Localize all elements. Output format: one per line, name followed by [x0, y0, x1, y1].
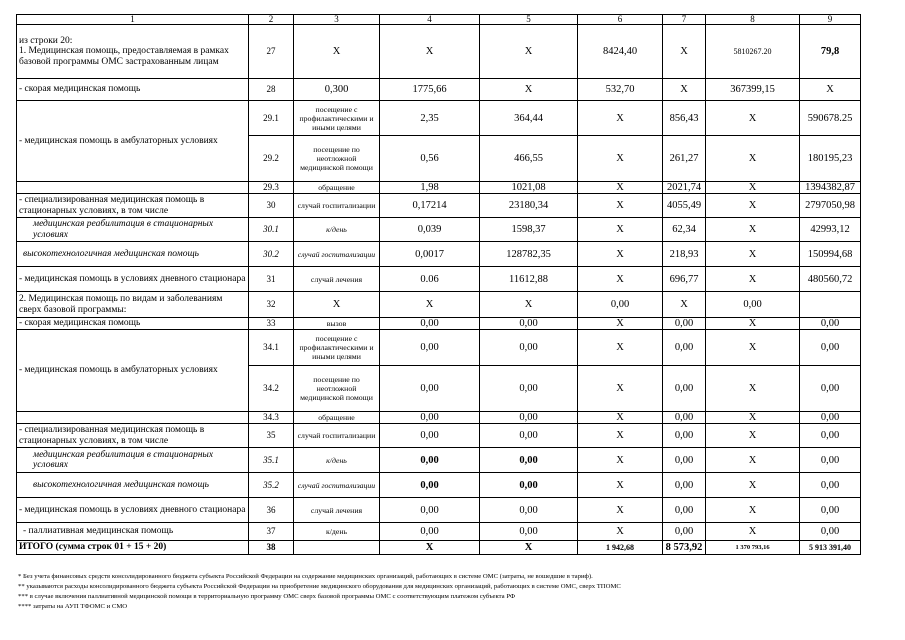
row-name: - специализированная медицинская помощь в стационарных условиях, в том числе	[17, 194, 249, 218]
table-row	[17, 448, 861, 473]
cell: 0,00	[380, 318, 480, 330]
row-code: 29.2	[249, 136, 294, 182]
cell: X	[663, 79, 706, 101]
cell: 0,56	[380, 136, 480, 182]
table-row	[17, 194, 861, 218]
cell: 0,00	[480, 318, 578, 330]
cell: 0,00	[480, 424, 578, 448]
table-row	[17, 424, 861, 448]
cell: X	[663, 25, 706, 79]
row-code: 30	[249, 194, 294, 218]
cell: 0,00	[663, 473, 706, 498]
cell: 0,00	[480, 498, 578, 523]
cell: X	[480, 25, 578, 79]
cell: X	[706, 523, 800, 541]
cell: 0,00	[578, 292, 663, 318]
cell: 0,00	[800, 473, 861, 498]
cell: X	[706, 330, 800, 366]
cell: X	[294, 25, 380, 79]
row-code: 35.2	[249, 473, 294, 498]
cell: 0,00	[480, 366, 578, 412]
table-row	[17, 473, 861, 498]
cell: X	[706, 182, 800, 194]
cell: 1 370 793,16	[706, 541, 800, 555]
table-row	[17, 292, 861, 318]
footnote: **** затраты на АУП ТФОМС и СМО	[18, 603, 128, 610]
cell: 0,00	[663, 523, 706, 541]
cell: 0,00	[480, 330, 578, 366]
cell: 0,00	[663, 498, 706, 523]
col-num: 3	[294, 15, 380, 25]
row-code: 29.1	[249, 101, 294, 136]
cell: 0,00	[800, 330, 861, 366]
cell: 0,00	[480, 448, 578, 473]
cell: 0,00	[663, 412, 706, 424]
row-unit: случай госпитализации	[294, 242, 380, 267]
row-code: 36	[249, 498, 294, 523]
cell: X	[578, 330, 663, 366]
cell: X	[480, 79, 578, 101]
row-name: - скорая медицинская помощь	[17, 318, 249, 330]
col-num: 9	[800, 15, 861, 25]
cell: 0,00	[800, 523, 861, 541]
cell: 5 913 391,40	[800, 541, 861, 555]
row-code: 35.1	[249, 448, 294, 473]
table-row	[17, 25, 861, 79]
cell: X	[706, 136, 800, 182]
cell: 23180,34	[480, 194, 578, 218]
row-unit: случай лечения	[294, 267, 380, 292]
row-unit: посещение с профилактическими и иными целями	[294, 101, 380, 136]
row-name: медицинская реабилитация в стационарных условиях	[17, 218, 249, 242]
cell: 0,00	[663, 424, 706, 448]
row-name: - медицинская помощь в амбулаторных условиях	[17, 330, 249, 412]
row-unit: к/день	[294, 218, 380, 242]
row-name: 2. Медицинская помощь по видам и заболеваниям сверх базовой программы:	[17, 292, 249, 318]
footnote: * Без учета финансовых средств консолидированного бюджета субъекта Российской Федерации на содержание медицинских организаций, работающих в системе ОМС (затраты, не вошедшие в тариф).	[18, 573, 593, 580]
cell: 0,00	[380, 498, 480, 523]
cell: X	[706, 267, 800, 292]
cell: 128782,35	[480, 242, 578, 267]
row-code: 34.1	[249, 330, 294, 366]
col-num: 7	[663, 15, 706, 25]
row-name: из строки 20: 1. Медицинская помощь, предоставляемая в рамках базовой программы ОМС застрахованным лицам	[17, 25, 249, 79]
row-unit: обращение	[294, 412, 380, 424]
cell: 1021,08	[480, 182, 578, 194]
row-name: высокотехнологичная медицинская помощь	[17, 473, 249, 498]
row-unit: посещение с профилактическими и иными целями	[294, 330, 380, 366]
cell: 1394382,87	[800, 182, 861, 194]
cell: X	[578, 101, 663, 136]
cell: 180195,23	[800, 136, 861, 182]
row-code: 37	[249, 523, 294, 541]
cell: 466,55	[480, 136, 578, 182]
cell: 1 942,68	[578, 541, 663, 555]
cell: 0,00	[663, 318, 706, 330]
cell: 0,00	[663, 366, 706, 412]
cell: 0,0017	[380, 242, 480, 267]
table-row	[17, 523, 861, 541]
cell: X	[578, 318, 663, 330]
cell: X	[706, 242, 800, 267]
cell: 8 573,92	[663, 541, 706, 555]
table-row	[17, 182, 861, 194]
cell: X	[480, 292, 578, 318]
cell: 0,00	[480, 473, 578, 498]
cell: 0,00	[380, 473, 480, 498]
cell: 0,00	[480, 412, 578, 424]
cell: X	[800, 79, 861, 101]
cell: 1598,37	[480, 218, 578, 242]
row-unit: посещение по неотложной медицинской помощи	[294, 366, 380, 412]
cell: 4055,49	[663, 194, 706, 218]
row-name: - медицинская помощь в амбулаторных условиях	[17, 101, 249, 182]
row-code: 33	[249, 318, 294, 330]
cell: X	[380, 25, 480, 79]
row-name: высокотехнологичная медицинская помощь	[17, 242, 249, 267]
table-row	[17, 218, 861, 242]
cell: X	[663, 292, 706, 318]
cell: X	[706, 218, 800, 242]
cell: 0,00	[800, 366, 861, 412]
cell: X	[706, 101, 800, 136]
row-code: 29.3	[249, 182, 294, 194]
row-name: ИТОГО (сумма строк 01 + 15 + 20)	[17, 541, 249, 555]
col-num: 1	[17, 15, 249, 25]
cell: 0,00	[663, 330, 706, 366]
cell: X	[294, 292, 380, 318]
row-name: - медицинская помощь в условиях дневного стационара	[17, 267, 249, 292]
table-row	[17, 101, 861, 136]
row-name: - специализированная медицинская помощь в стационарных условиях, в том числе	[17, 424, 249, 448]
cell: 0,00	[480, 523, 578, 541]
row-unit: обращение	[294, 182, 380, 194]
row-unit: случай госпитализации	[294, 424, 380, 448]
cell: 0.06	[380, 267, 480, 292]
cell: 0,00	[380, 448, 480, 473]
cell: 150994,68	[800, 242, 861, 267]
row-code: 28	[249, 79, 294, 101]
footnote: ** указываются расходы консолидированного бюджета субъекта Российской Федерации на приобретение медицинского оборудования для медицинских организаций, работающих в системе ОМС, сверх ТПОМС	[18, 583, 621, 590]
row-code: 30.2	[249, 242, 294, 267]
cell: 0,00	[800, 318, 861, 330]
cell: 0,00	[800, 424, 861, 448]
col-num: 2	[249, 15, 294, 25]
cell: X	[578, 412, 663, 424]
cell: 532,70	[578, 79, 663, 101]
cell: X	[706, 498, 800, 523]
cell: 0,00	[380, 412, 480, 424]
cell: 2,35	[380, 101, 480, 136]
cell: 2021,74	[663, 182, 706, 194]
table-row	[17, 267, 861, 292]
cell	[800, 292, 861, 318]
document-page	[16, 14, 860, 555]
row-unit: к/день	[294, 523, 380, 541]
cell: 856,43	[663, 101, 706, 136]
cell: 1,98	[380, 182, 480, 194]
cell: 0,00	[800, 448, 861, 473]
row-code: 38	[249, 541, 294, 555]
cell: X	[578, 194, 663, 218]
cell: 367399,15	[706, 79, 800, 101]
row-unit: посещение по неотложной медицинской помощи	[294, 136, 380, 182]
row-code: 27	[249, 25, 294, 79]
row-unit: случай лечения	[294, 498, 380, 523]
cell: 0,00	[663, 448, 706, 473]
row-code: 34.3	[249, 412, 294, 424]
cell: X	[578, 136, 663, 182]
row-unit: случай госпитализации	[294, 194, 380, 218]
cell: X	[706, 412, 800, 424]
row-name	[17, 182, 249, 194]
cell: 218,93	[663, 242, 706, 267]
cell: 62,34	[663, 218, 706, 242]
cell: 480560,72	[800, 267, 861, 292]
row-name	[17, 412, 249, 424]
cell: 0,00	[380, 424, 480, 448]
total-row	[17, 541, 861, 555]
cell: X	[706, 194, 800, 218]
cell: X	[380, 292, 480, 318]
row-name: медицинская реабилитация в стационарных условиях	[17, 448, 249, 473]
cell: X	[578, 448, 663, 473]
cell: X	[578, 366, 663, 412]
row-unit: случай госпитализации	[294, 473, 380, 498]
cell: X	[578, 498, 663, 523]
cell: X	[578, 523, 663, 541]
row-code: 31	[249, 267, 294, 292]
footnote: *** в случае включения паллиативной медицинской помощи в территориальную программу ОМС сверх базовой программы ОМС с соответствующим платежом субъекта РФ	[18, 593, 516, 600]
table-row	[17, 330, 861, 366]
row-name: - паллиативная медицинская помощь	[17, 523, 249, 541]
cell: 42993,12	[800, 218, 861, 242]
row-name: - медицинская помощь в условиях дневного стационара	[17, 498, 249, 523]
table-row	[17, 498, 861, 523]
cell: 0,300	[294, 79, 380, 101]
row-code: 34.2	[249, 366, 294, 412]
cell: X	[706, 424, 800, 448]
cell: X	[480, 541, 578, 555]
footnotes	[18, 572, 878, 612]
cell: 0,00	[706, 292, 800, 318]
table-row	[17, 318, 861, 330]
cell: 79,8	[800, 25, 861, 79]
cell: 696,77	[663, 267, 706, 292]
cell: 364,44	[480, 101, 578, 136]
table-row	[17, 412, 861, 424]
table-row	[17, 79, 861, 101]
cell: X	[578, 218, 663, 242]
cell: 11612,88	[480, 267, 578, 292]
row-name: - скорая медицинская помощь	[17, 79, 249, 101]
cell: 0,17214	[380, 194, 480, 218]
cell	[294, 541, 380, 555]
cell: 0,00	[800, 412, 861, 424]
cell: 0,00	[380, 330, 480, 366]
cell: 590678.25	[800, 101, 861, 136]
cell: X	[578, 267, 663, 292]
cell: 1775,66	[380, 79, 480, 101]
cell: X	[380, 541, 480, 555]
col-num: 8	[706, 15, 800, 25]
cell: 0,00	[380, 366, 480, 412]
column-number-row	[17, 15, 861, 25]
table-row	[17, 242, 861, 267]
col-num: 6	[578, 15, 663, 25]
financing-table	[16, 14, 861, 555]
col-num: 4	[380, 15, 480, 25]
cell: 2797050,98	[800, 194, 861, 218]
row-code: 35	[249, 424, 294, 448]
cell: 0,00	[380, 523, 480, 541]
row-unit: к/день	[294, 448, 380, 473]
cell: X	[578, 473, 663, 498]
row-code: 32	[249, 292, 294, 318]
cell: X	[706, 366, 800, 412]
row-unit: вызов	[294, 318, 380, 330]
cell: X	[578, 424, 663, 448]
cell: 5810267.20	[706, 25, 800, 79]
cell: 8424,40	[578, 25, 663, 79]
cell: 0,039	[380, 218, 480, 242]
cell: X	[706, 473, 800, 498]
cell: X	[706, 318, 800, 330]
cell: X	[706, 448, 800, 473]
cell: 0,00	[800, 498, 861, 523]
cell: X	[578, 242, 663, 267]
cell: 261,27	[663, 136, 706, 182]
cell: X	[578, 182, 663, 194]
col-num: 5	[480, 15, 578, 25]
row-code: 30.1	[249, 218, 294, 242]
